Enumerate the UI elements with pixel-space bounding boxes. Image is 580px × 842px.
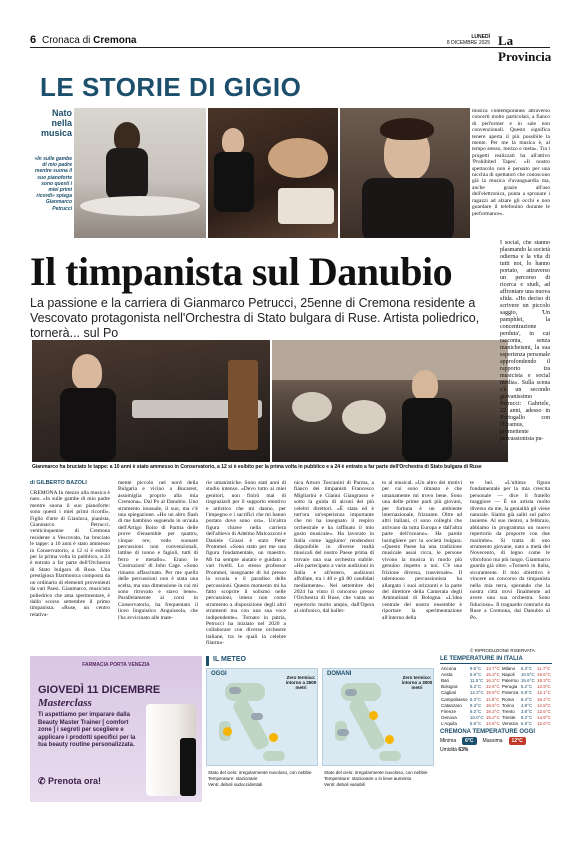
legend-tomorrow [324,770,436,788]
temp-cell-max: 16.3°C [485,677,500,683]
byline: di GILBERTO BAZOLI [30,480,87,486]
temp-cell-min: 11.5°C [469,677,484,683]
sun-icon [269,733,278,742]
temp-cell-max: 14.8°C [536,715,551,721]
temp-cell-city: Perugia [501,684,518,690]
temperature-table-title: LE TEMPERATURE IN ITALIA [440,656,552,664]
sun-icon [223,727,232,736]
legend-temp-tomorrow: Temperature: stazionarie o in lieve aumento [324,776,412,781]
temp-cell-city: Potenza [501,690,519,696]
temp-cell-min: 5.6°C [469,671,482,677]
cremona-temp-title: CREMONA TEMPERATURE OGGI [440,728,536,735]
photo-concert-hall [272,340,508,462]
temp-cell-city: Catanzaro [441,702,462,708]
temp-cell-min: 9.5°C [469,665,482,671]
article-column-4: nica Arturo Toscanini di Parma, a fianco dei timpanisti Francesco Migliarini e Gianni Giangrasso e sotto la guida di alcuni dei più celebri direttori. «È stata ed è tutt'ora un'esperienza importante che mi ha insegnato il respiro orchestrale e ha raffinato il mio gusto musicale». Ha lavorato in Italia come 'aggiunto' rendendosi disponibile in diverse realtà musicali del nostro Paese prima di trovare una sua orchestra stabile. «Ho partecipato a varie audizioni in Italia e all'estero, audizioni affollate, tra i 40 e gli 80 candidati mediamente». Nel settembre del 2024 ha vinto il concorso presso l'Orchestra di Ruse, che vanta un repertorio molto ampio, dall'Opera al sinfonico, dal ballet- [294,480,374,615]
temp-cell-city: Trento [501,708,515,714]
cloud-icon [251,713,263,720]
temp-cell-city: Venezia [501,721,518,727]
temp-cell-max: 14.6°C [485,721,500,727]
humidity [440,747,552,753]
article-column-right-narrow: I social, che stanno plasmando la società odierna e la vita di tutti noi, lo hanno portato, attraverso un percorso di ricerca e studi, ad affrontare una nuova sfida. «Ho deciso di scrivere un piccolo saggio, 'Un pamphlet, la concentrazione perduta', in cui racconta, senza manicheismi, la sua esperienza personale approfondendo il rapporto tra musicista e social media». Sulla scena c'è un secondo giovanissimo Petrucci: Gabriele, 22 anni, adesso in Portogallo con l'Eyamus, promettente percussionista pu- [500,240,550,442]
legend-sky-tomorrow: Stato del cielo: irregolarmente nuvoloso, con nebbie [324,770,428,775]
ad-date: GIOVEDÌ 11 DICEMBRE [38,684,161,696]
temp-cell-max: 12.5°C [536,708,551,714]
temp-cell-min: 3.8°C [520,708,533,714]
temp-cell-max: 16.6°C [485,702,500,708]
temp-cell-city: Firenze [441,708,457,714]
temp-cell-min: 9.3°C [469,702,482,708]
temp-cell-city: Genova [441,715,457,721]
italy-peninsula-shape [347,696,386,751]
photo-portrait [340,108,470,238]
temp-cell-max: 15.3°C [485,671,500,677]
zero-termico-today: Zero termico: intorno a 2600 metri [285,675,317,690]
product-image-dark [180,738,196,796]
masthead-logo: La Provincia [498,33,552,64]
temp-cell-min: 4.9°C [520,702,533,708]
weather-box [206,656,552,812]
temp-cell-max: 13.7°C [485,665,500,671]
cremona-temp-row [440,737,552,745]
weather-map-tomorrow [322,668,434,766]
temp-cell-max: 12.6°C [485,684,500,690]
temp-cell-city: Bologna [441,684,458,690]
map-label-today: OGGI [211,671,227,677]
temp-cell-city: Palermo [501,677,519,683]
temp-cell-min: 5.3°C [469,696,482,702]
temp-cell-min: 12.3°C [469,690,484,696]
temp-cell-city: Torino [501,702,515,708]
temp-cell-city: Trieste [501,715,516,721]
temp-cell-city: Aosta [441,671,453,677]
sicily-shape [379,751,401,761]
article-column-5: to al musical. «Un altro dei motivi per cui sono rimasto è che umanamente mi trovo bene. Sono una delle prime parti più giovani, per fortuna è un ambiente internazionale, frizzante. Oltre ad altri italiani, ci sono colleghi che arrivano da tutta Europa e dall'altra parte dell'oceano». Ha parole lusinghiere per la società bulgara. «Questo Paese ha una tradizione musicale assai ricca, le persone vivono la musica in modo più genuino rispetto a noi. C'è una frizione diversa, trasversale». Il talentuoso percussionista ha allargato i suoi orizzonti e la parte del direttore della Camerata degli Ammutinati di Bologna. «L'idea centrale del nostro ensemble è riportare la sperimentazione all'interno della [382,480,462,621]
article-column-3: rie umanistiche. Sono stati anni di studio intenso. «Devo tutto ai miei genitori, non finirò mai di ringraziarli per il supporto emotivo e artistico che mi danno, per l'impegno e i sacrifici che mi hanno portato dove sono ora». Un'altra figura chiave nella carriera dell'allievo di Adelmo Malcozzoni e Daniele Grassi è stato Peter Prommel. «Sono stato per me una figura fondamentale, un maestro. Mi ha sempre aiutato e guidato a vari livelli. Lo stesso professor Prommel, insegnante di lui presso la scuola e il paradiso delle percussioni. Questo momento mi ha fatto scoprire il solismo nelle percussioni, inteso non come strumento a disposizione degli altri strumenti ma con una sua voce indipendente». Tornato in patria, Petrucci ha iniziato nel 2020 a collaborare con diverse orchestre italiane, tra le quali la celebre filarmo- [206,480,286,647]
temp-cell-min: 5.8°C [520,690,533,696]
sidebox-title: Nato nella musica [40,108,72,138]
series-kicker: LE STORIE DI GIGIO [40,72,302,102]
section-title [42,35,137,46]
max-value: 12°C [509,737,526,745]
italy-peninsula-shape [231,696,270,751]
temp-cell-city: Campobasso [441,696,468,702]
temp-cell-max: 16.4°C [536,696,551,702]
ad-cta-label: Prenota ora! [48,776,102,786]
sicily-shape [263,751,285,761]
temp-cell-min: 5.2°C [520,684,533,690]
legend-temp-today: Temperature: stazionarie [208,776,258,781]
cloud-icon [229,687,241,694]
sun-icon [369,711,378,720]
temp-cell-city: Milano [501,665,516,671]
sun-icon [385,735,394,744]
temp-cell-city: Bari [441,677,450,683]
temp-cell-max: 15.2°C [485,715,500,721]
temp-cell-min: 10.8°C [520,671,535,677]
temp-cell-min: 8.2°C [520,715,533,721]
phone-icon: ✆ [38,776,49,786]
map-label-tomorrow: DOMANI [327,671,352,677]
cloud-icon [345,689,357,696]
temp-cell-max: 12.9°C [536,684,551,690]
temp-cell-max: 15.6°C [536,671,551,677]
temp-cell-max: 12.1°C [536,690,551,696]
issue-date-text: 8 DICEMBRE 2025 [446,40,490,46]
temp-cell-max: 11.7°C [536,665,551,671]
article-column-2: mente piccolo nel nord della Bulgaria e vicino a Bucarest, assomiglia proprio alla mia Cremona». Dal Po al Danubio. Uno strumento inusuale, il suo, ma c'è una spiegazione. «Ho un altro flash di me bambino seguendo in un'aula dell'Artigo Boito di Parma delle prove d'ensemble per quattro, cinque ore, vedo suonare percussioni non convenzionali, lattine di tonno e fagioli, tutti di ferro e metallo». Erano le 'Costruzioni' di John Cage. «Sono rimasto affascinato. Per me quella delle percussioni non è stata una scelta, ma una dimensione in cui mi sono ritrovato e stavo bene». Parallelamente ai corsi in Conservatorio, ha frequentato il liceo linguistico Anguissola, che l'ha avvicinato alle mate- [118,480,198,621]
temp-cell-min: 5.6°C [469,721,482,727]
article-column-1: CREMONA In mezzo alla musica è nato. «In sulle gambe di mio padre mentre suona il suo pianoforte: sono questi i miei primi ricordi». Figlio d'arte di Gianluca, pianista, Gianmarco Petrucci, venticinquenne di Cremona residente a Vescovato, ha bruciato le tappe: a 10 anni è stato ammesso in Conservatorio, a 12 si è esibito per la prima volta in pubblico, a 24 è entrato a far parte dell'Orchestra di Stato bulgara di Ruse. Una prestigiosa filarmonica composta da un ordinario di elementi provenienti da vari Paesi. Gianmarco, musicista poliedrico che ama sperimentare, è dallo scorso settembre il primo timpanista. «Ruse, un centro relativa- [30,490,110,618]
page-number: 6 [30,34,37,46]
humidity-label: Umidità [440,746,457,753]
zero-termico-tomorrow: Zero termico: intorno a 3000 metri [401,675,433,690]
temp-cell-max: 12.8°C [536,702,551,708]
photo-child-drums [74,108,206,238]
min-label: Minima [440,737,457,744]
cloud-icon [337,729,349,736]
section-city: Cremona [93,35,137,46]
article-column-top-right: musica contemporanea attraverso concerti molto particolari, a fianco di performer e in sale non convenzionali. Questo significa tenere aperta il più possibile la mente. Per me la musica è, al tempo stesso, mezzo e meta». Tra i progetti realizzati ha all'attivo 'Prohibited Tapes'. «Il nostro spettacolo non è pensato per una nicchia di spettatori che conoscono già la musica d'avanguardia ma, anche grazie all'uso dell'elettronica, punta a spronare i ragazzi ad alzare gli occhi e non guardare il telefonino durante le performance». [472,108,550,217]
temperature-table [440,665,552,727]
article-title: Il timpanista sul Danubio [30,249,453,294]
temp-cell-min: 15.6°C [520,677,535,683]
table-row [440,721,552,727]
ad-logo: FARMACIA PORTA VENEZIA [82,662,150,668]
temp-cell-city: Roma [501,696,514,702]
min-value: 6°C [462,737,476,745]
photo-vibraphone [32,340,270,462]
temperature-table-box [440,656,552,753]
temp-cell-city: Cagliari [441,690,457,696]
temp-cell-city: Ancona [441,665,457,671]
legend-wind-tomorrow: Venti: deboli variabili [324,782,366,787]
temp-cell-max: 15.9°C [485,690,500,696]
temp-cell-min: 10.0°C [469,715,484,721]
humidity-value: 63% [458,746,469,753]
temp-cell-max: 18.3°C [536,677,551,683]
article-subtitle: La passione e la carriera di Gianmarco Petrucci, 25enne di Cremona residente a Vescovato protagonista nell'Orchestra di Stato bulgara di Ruse. Artista poliedrico, tornerà... sul Po [30,296,480,340]
legend-wind-today: Venti: deboli sudoccidentali [208,782,263,787]
temp-cell-max: 16.3°C [485,708,500,714]
page-header [30,33,552,64]
section-prefix: Cronaca di [42,35,94,46]
pharmacy-ad[interactable] [30,656,202,802]
issue-date [430,34,490,46]
issue-day: LUNEDÌ [471,34,490,40]
ad-event-title: Masterclass [38,697,92,709]
ad-cta[interactable] [38,776,101,787]
weather-map-today [206,668,318,766]
article-column-6: te bel. «L'ultima figura fondamentale per la mia crescita personale — dice il fratello maggiore — È un artista molto diverso da me, la genialità gli viene naturale. Siamo già saliti sul palco insieme. Al suo rientro, a febbraio, abbiamo in programma un nuovo repertorio da proporre con due marimbe». Si tratta di uno strumento giovane, nato a metà del Novecento, di legno come le vibrofono ma più lungo. Gianmarco guarda già oltre. «Tornerò in Italia, sicuramente. Il mio obiettivo è vincere un concorso da timpanista nella mia terra, sperando che la nostra città trovi finalmente ad avere una sua orchestra. Sono fiducioso». Il traguardo contrario da Ruse a Cremona, dal Danubio al Po. [470,480,550,621]
temp-cell-min: 8.4°C [520,696,533,702]
ad-text: Ti aspettiamo per imparare dalla Beauty Master Trainer [ comfort zone ] i segreti per scegliere e applicare i prodotti specifici per la tua beauty routine personalizzata. [38,712,136,748]
photo-caption: Gianmarco ha bruciato le tappe: a 10 anni è stato ammesso in Conservatorio, a 12 si è esibito per la prima volta in pubblico e a 24 è entrato a far parte dell'Orchestra di Stato bulgara di Ruse [32,464,482,470]
temp-cell-min: 6.3°C [520,665,533,671]
pull-quote: «In sulle gambe di mio padre mentre suona il suo pianoforte sono questi i miei primi ricordi» spiega Gianmarco Petrucci [34,156,72,212]
temp-cell-max: 12.6°C [536,721,551,727]
max-label: Massima [482,737,503,744]
temp-cell-city: L'Aquila [441,721,457,727]
temp-cell-min: 8.2°C [469,708,482,714]
temp-cell-city: Napoli [501,671,515,677]
copyright-note: © RIPRODUZIONE RISERVATA [470,648,535,653]
photo-orchestra-timpani [208,108,338,238]
temp-cell-min: 6.2°C [469,684,482,690]
legend-today [208,770,320,788]
weather-title: IL METEO [206,656,436,666]
temp-cell-min: 6.5°C [520,721,533,727]
legend-sky-today: Stato del cielo: irregolarmente nuvoloso, con nebbie [208,770,312,775]
temp-cell-max: 11.8°C [485,696,500,702]
